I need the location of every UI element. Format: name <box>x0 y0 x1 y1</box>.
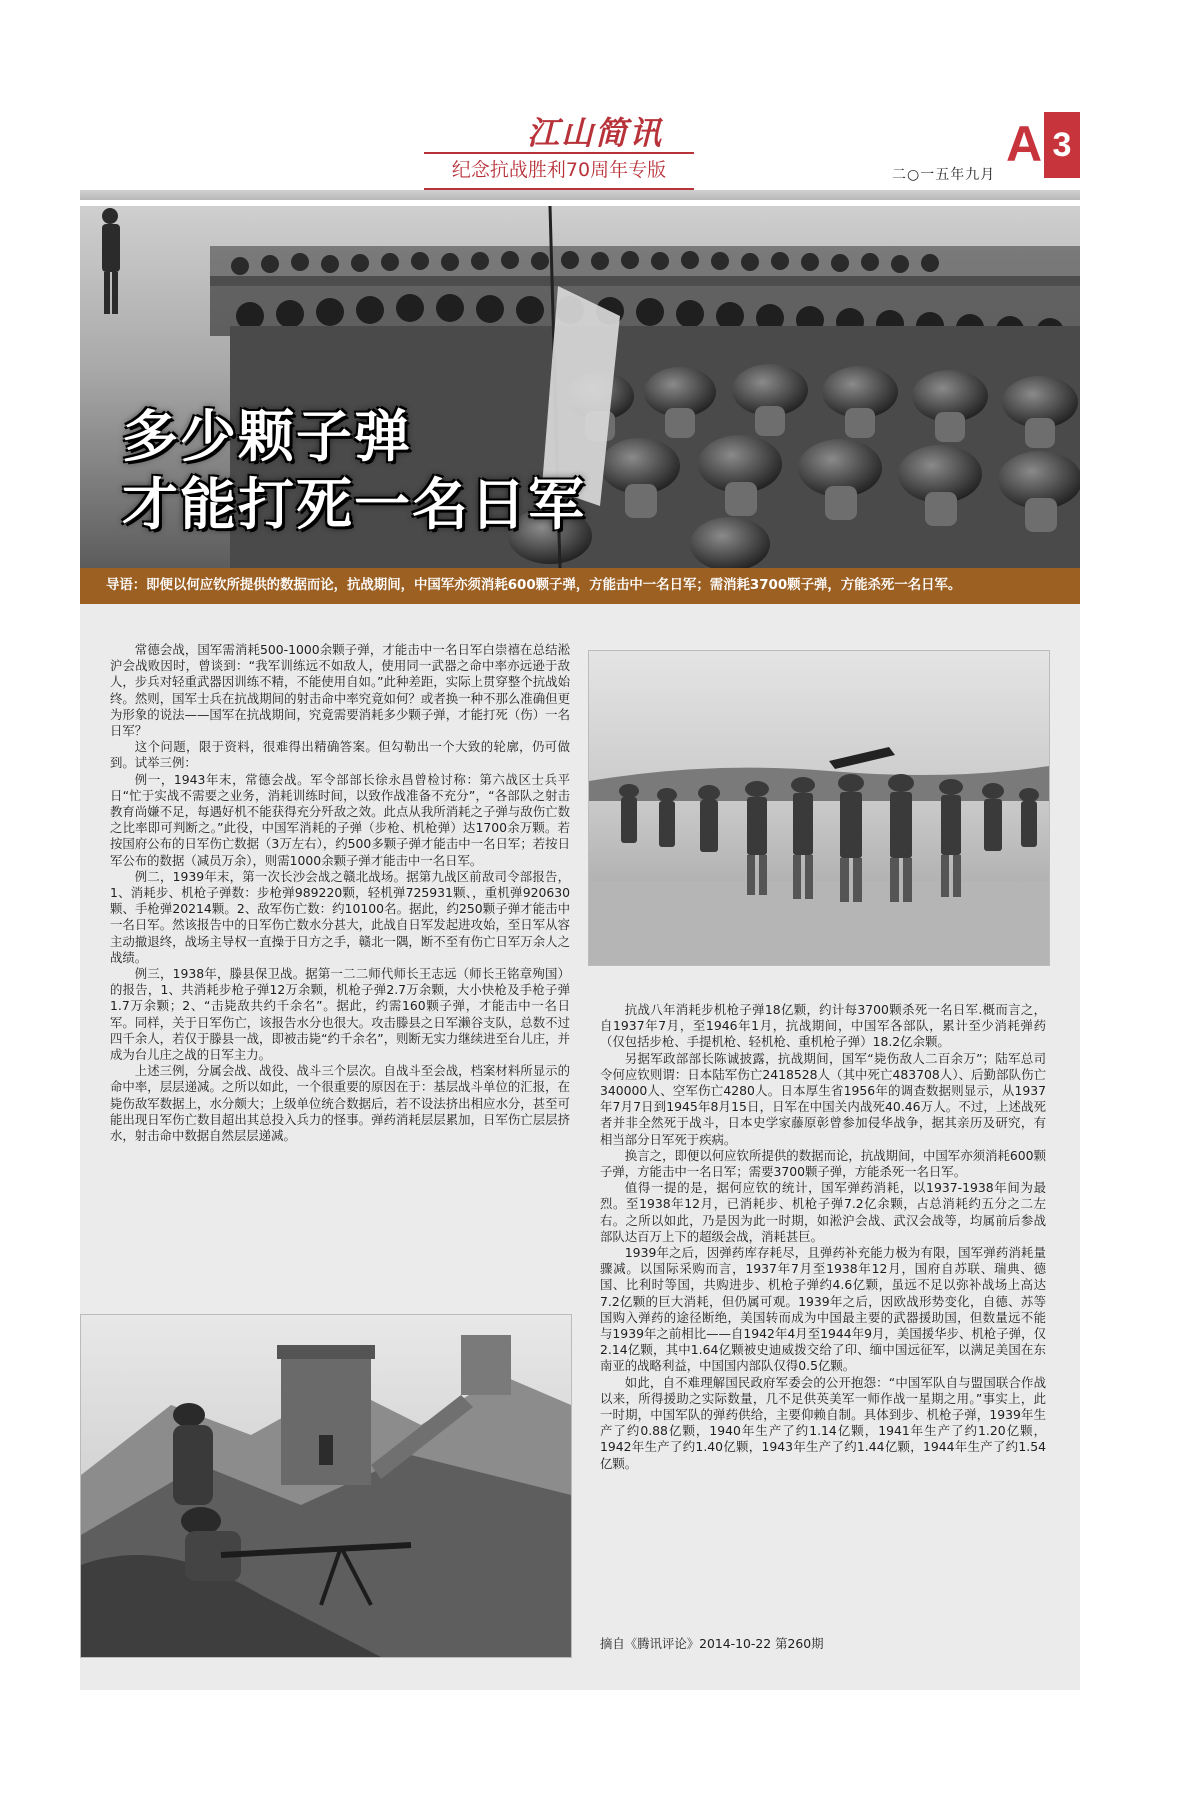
great-wall-soldiers-photo <box>80 1314 572 1658</box>
paragraph: 1939年之后，因弹药库存耗尽，且弹药补充能力极为有限，国军弹药消耗量骤减。以国际采购而言，1937年7月至1938年12月，国府自苏联、瑞典、德国、比利时等国，共购进步、机枪子弹约4.6亿颗，虽远不足以弥补战场上高达7.2亿颗的巨大消耗，但仍属可观。1939年之后，因欧战形势变化，自德、苏等国购入弹药的途径断绝，美国转而成为中国最主要的武器援助国，但数量远不能与1939年之前相比——自1942年4月至1944年9月，美国援华步、机枪子弹，仅2.14亿颗，其中1.64亿颗被史迪威拨交给了印、缅中国远征军，以满足美国在东南亚的战略利益，中国国内部队仅得0.5亿颗。 <box>600 1245 1046 1374</box>
paragraph: 换言之，即便以何应钦所提供的数据而论，抗战期间，中国军亦须消耗600颗子弹，方能击中一名日军；需要3700颗子弹，方能杀死一名日军。 <box>600 1147 1046 1180</box>
headline-line-2: 才能打死一名日军 <box>122 473 586 538</box>
paragraph: 这个问题，限于资料，很难得出精确答案。但勾勒出一个大致的轮廓，仍可做到。试举三例： <box>110 739 570 771</box>
headline <box>122 404 586 540</box>
paragraph: 例二，1939年末，第一次长沙会战之赣北战场。据第九战区前敌司令部报告，1、消耗步、机枪子弹数：步枪弹989220颗，轻机弹725931颗、，重机弹920630颗、手枪弹20214颗。2、敌军伤亡数：约10100名。据此，约250颗子弹才能击中一名日军。然该报告中的日军伤亡数水分甚大，此战自日军发起进攻始，至日军从容主动撤退终，战场主导权一直操于日方之手，赣北一隅，断不至有伤亡日军万余人之战绩。 <box>110 868 570 965</box>
header-divider <box>80 190 1080 200</box>
article-panel <box>80 604 1080 1690</box>
paragraph: 例三，1938年，滕县保卫战。据第一二二师代师长王志远（师长王铭章殉国）的报告，1、共消耗步枪子弹12万余颗，机枪子弹2.7万余颗，大小快枪及手枪子弹1.7万余颗；2、“击毙敌共约千余名”。据此，约需160颗子弹，才能击中一名日军。同样，关于日军伤亡，该报告水分也很大。攻击滕县之日军濑谷支队，总数不过四千余人，若仅于滕县一战，即被击毙“约千余名”，则断无实力继续进至台儿庄，并成为台儿庄之战的日军主力。 <box>110 966 570 1063</box>
source-citation: 摘自《腾讯评论》2014-10-22 第260期 <box>600 1636 824 1651</box>
lead-summary: 导语：即便以何应钦所提供的数据而论，抗战期间，中国军亦须消耗600颗子弹，方能击中一名日军；需消耗3700颗子弹，方能杀死一名日军。 <box>80 568 1080 604</box>
article-column-left <box>110 642 570 1144</box>
issue-date: 二○一五年九月 <box>892 167 996 183</box>
paragraph: 例一，1943年末，常德会战。军令部部长徐永昌曾检讨称：第六战区士兵平日“忙于实战不需要之业务，消耗训练时间，以致作战准备不充分”，“各部队之射击教育尚嫌不足，每遇好机不能获得充分歼敌之效。此点从我所消耗之子弹与敌伤亡数之比率即可判断之。”此役，中国军消耗的子弹（步枪、机枪弹）达1700余万颗。若按国府公布的日军伤亡数据（3万左右），约500多颗子弹才能击中一名日军；若按日军公布的数据（减员万余），则需1000余颗子弹才能击中一名日军。 <box>110 771 570 868</box>
paragraph: 抗战八年消耗步机枪子弹18亿颗，约计每3700颗杀死一名日军.概而言之，自1937年7月，至1946年1月，抗战期间，中国军各部队，累计至少消耗弹药（仅包括步枪、手提机枪、轻机枪、重机枪子弹）18.2亿余颗。 <box>600 1002 1046 1050</box>
masthead-title: 江山简讯 <box>526 114 663 152</box>
paragraph: 常德会战，国军需消耗500-1000余颗子弹，才能击中一名日军白崇禧在总结淞沪会战败因时，曾谈到：“我军训练远不如敌人，使用同一武器之命中率亦远逊于敌人，步兵对轻重武器因训练不精，不能使用自如。”此种差距，实际上贯穿整个抗战始终。然则，国军士兵在抗战期间的射击命中率究竟如何？或者换一种不那么准确但更为形象的说法——国军在抗战期间，究竟需要消耗多少颗子弹，才能打死（伤）一名日军？ <box>110 642 570 739</box>
paragraph: 另据军政部部长陈诚披露，抗战期间，国军“毙伤敌人二百余万”；陆军总司令何应钦则谓：日本陆军伤亡2418528人（其中死亡483708人）、后勤部队伤亡340000人、空军伤亡4280人。日本厚生省1956年的调查数据则显示，从1937年7月7日到1945年8月15日，日军在中国关内战死40.46万人。不过，上述战死者并非全然死于战斗，日本史学家藤原彰曾参加侵华战争，据其亲历及研究，有相当部分日军死于疾病。 <box>600 1050 1046 1147</box>
paragraph: 上述三例，分属会战、战役、战斗三个层次。自战斗至会战，档案材料所显示的命中率，层层递减。之所以如此，一个很重要的原因在于：基层战斗单位的汇报，在毙伤敌军数据上，水分颇大；上级单位统合数据后，若不设法挤出相应水分，甚至可能出现日军伤亡数目超出其总投入兵力的怪事。弹药消耗层层累加，日军伤亡层层挤水，射击命中数据自然层层递减。 <box>110 1063 570 1144</box>
headline-line-1: 多少颗子弹 <box>122 405 412 470</box>
marching-soldiers-image <box>589 651 1049 965</box>
marching-soldiers-photo <box>588 650 1050 966</box>
paragraph: 如此，自不难理解国民政府军委会的公开抱怨：“中国军队自与盟国联合作战以来，所得援助之实际数量，几不足供英美军一师作战一星期之用。”事实上，此一时期，中国军队的弹药供给，主要仰赖自制。具体到步、机枪子弹，1939年生产了约0.88亿颗，1940年生产了约1.14亿颗，1941年生产了约1.20亿颗，1942年生产了约1.40亿颗，1943年生产了约1.44亿颗，1944年生产了约1.54亿颗。 <box>600 1374 1046 1471</box>
page-badge-number: 3 <box>1044 112 1080 178</box>
masthead-subtitle: 纪念抗战胜利70周年专版 <box>424 152 694 190</box>
paragraph: 值得一提的是，据何应钦的统计，国军弹药消耗，以1937-1938年间为最烈。至1938年12月，已消耗步、机枪子弹7.2亿余颗，占总消耗约五分之二左右。之所以如此，乃是因为此一时期，如淞沪会战、武汉会战等，均属前后参战部队达百万上下的超级会战，消耗甚巨。 <box>600 1180 1046 1244</box>
page-badge <box>1004 112 1080 178</box>
great-wall-image <box>81 1315 571 1657</box>
hero-photo <box>80 206 1080 568</box>
article-column-right <box>600 1002 1046 1472</box>
page-badge-letter: A <box>1004 112 1044 178</box>
